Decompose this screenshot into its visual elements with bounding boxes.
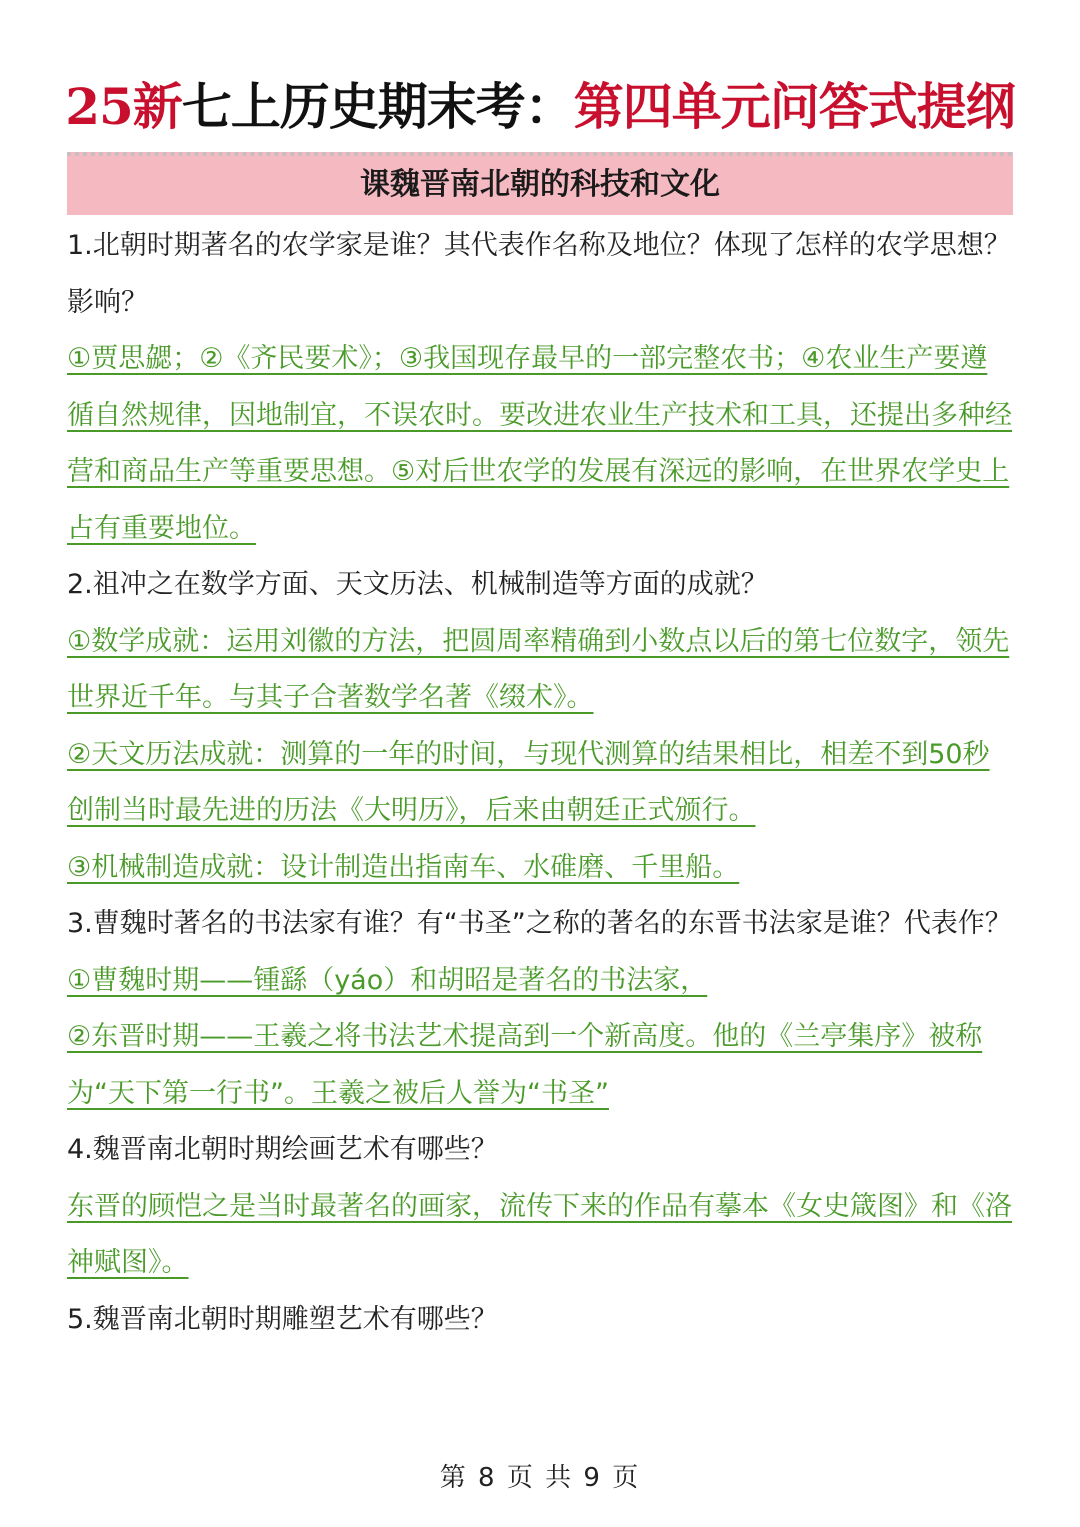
title-part-red-2: 第四单元问答式提纲 [573, 77, 1015, 136]
page-title [0, 72, 1080, 142]
question-4: 4.魏晋南北朝时期绘画艺术有哪些？ [67, 1134, 498, 1165]
section-heading: 课魏晋南北朝的科技和文化 [67, 152, 1013, 215]
answer-2-calendar-text: ②天文历法成就：测算的一年的时间，与现代测算的结果相比，相差不到50秒创制当时最先进的历法《大明历》，后来由朝廷正式颁行。 [67, 738, 990, 826]
answer-3-caowei-text: ①曹魏时期——锺繇（yáo）和胡昭是著名的书法家， [67, 964, 708, 996]
answer-2-machinery [67, 840, 1013, 897]
answer-4 [67, 1179, 1013, 1292]
answer-2-calendar [67, 727, 1013, 840]
answer-4-text: 东晋的顾恺之是当时最著名的画家，流传下来的作品有摹本《女史箴图》和《洛神赋图》。 [67, 1190, 1012, 1278]
answer-2-machinery-text: ③机械制造成就：设计制造出指南车、水碓磨、千里船。 [67, 851, 740, 883]
question-3: 3.曹魏时著名的书法家有谁？有“书圣”之称的著名的东晋书法家是谁？代表作？ [67, 908, 1012, 939]
answer-2-math [67, 614, 1013, 727]
answer-1 [67, 331, 1013, 557]
answer-2-math-text: ①数学成就：运用刘徽的方法，把圆周率精确到小数点以后的第七位数字，领先世界近千年。与其子合著数学名著《缀术》。 [67, 625, 1010, 713]
answer-3-caowei [67, 953, 1013, 1010]
answer-3-dongjin [67, 1009, 1013, 1122]
question-1: 1.北朝时期著名的农学家是谁？其代表作名称及地位？体现了怎样的农学思想？影响？ [67, 230, 1011, 318]
page-number: 第 8 页 共 9 页 [439, 1463, 641, 1493]
title-part-black: 七上历史期末考： [181, 77, 574, 136]
title-part-red-1: 25新 [65, 77, 182, 136]
question-5: 5.魏晋南北朝时期雕塑艺术有哪些？ [67, 1303, 498, 1335]
answer-3-dongjin-text: ②东晋时期——王羲之将书法艺术提高到一个新高度。他的《兰亭集序》被称为“天下第一行书”。王羲之被后人誉为“书圣” [67, 1021, 983, 1109]
question-2: 2.祖冲之在数学方面、天文历法、机械制造等方面的成就？ [67, 569, 768, 600]
qa-content [67, 218, 1013, 1348]
answer-1-text: ①贾思勰；②《齐民要术》；③我国现存最早的一部完整农书；④农业生产要遵循自然规律，因地制宜，不误农时。要改进农业生产技术和工具，还提出多种经营和商品生产等重要思想。⑤对后世农学的发展有深远的影响，在世界农学史上占有重要地位。 [67, 343, 1012, 544]
